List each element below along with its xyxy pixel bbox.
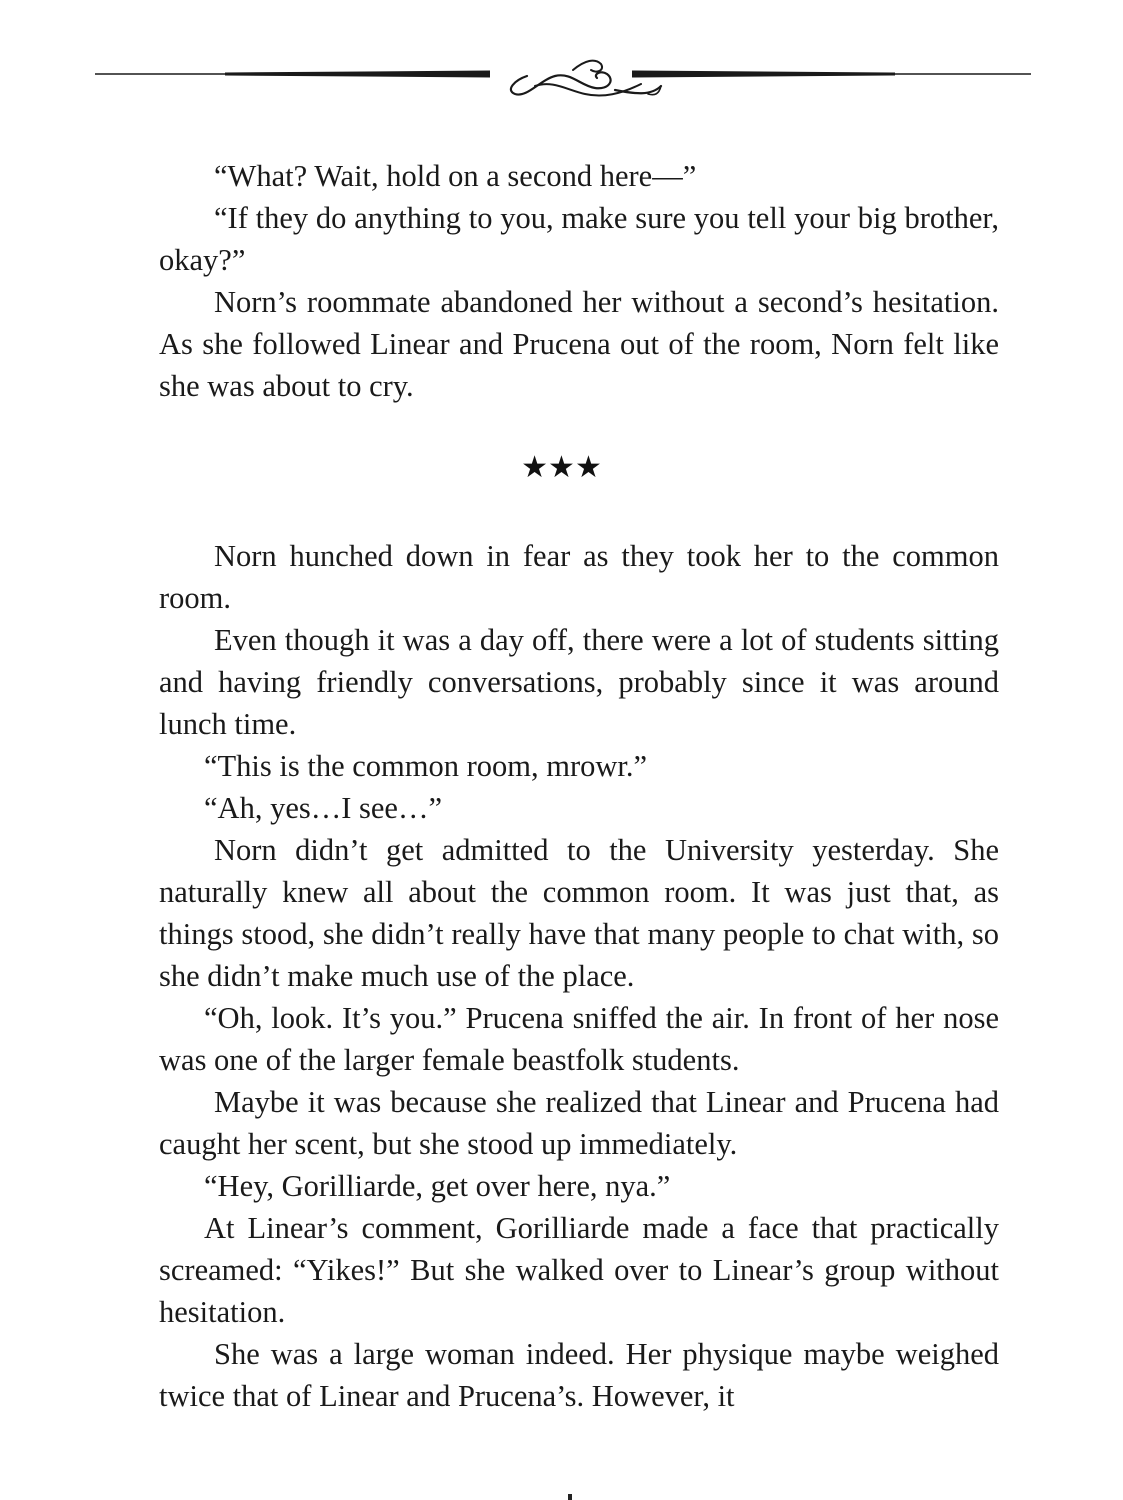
scene-break-stars: ★★★ — [521, 450, 602, 485]
paragraph: Norn’s roommate abandoned her without a second’s hesitation. As she followed Linear and Prucena out of the room, Norn felt like she was about to cry. — [159, 285, 999, 403]
paragraph: At Linear’s comment, Gorilliarde made a face that practically screamed: “Yikes!” But she walked over to Linear’s group without hesitation. — [159, 1211, 999, 1329]
paragraph: “Oh, look. It’s you.” Prucena sniffed the air. In front of her nose was one of the larger female beastfolk students. — [159, 1001, 999, 1077]
top-passage — [159, 155, 999, 407]
paragraph: Norn didn’t get admitted to the University yesterday. She naturally knew all about the common room. It was just that, as things stood, she didn’t really have that many people to chat with, so she didn’t make much use of the place. — [159, 833, 999, 993]
paragraph: “If they do anything to you, make sure you tell your big brother, okay?” — [159, 201, 999, 277]
paragraph: Even though it was a day off, there were a lot of students sitting and having friendly conversations, probably since it was around lunch time. — [159, 623, 999, 741]
paragraph: “Hey, Gorilliarde, get over here, nya.” — [204, 1169, 671, 1203]
paragraph: “This is the common room, mrowr.” — [204, 749, 648, 783]
paragraph: “Ah, yes…I see…” — [204, 791, 442, 825]
paragraph: Norn hunched down in fear as they took her to the common room. — [159, 539, 999, 615]
bottom-passage — [159, 535, 999, 1417]
paragraph: “What? Wait, hold on a second here—” — [214, 159, 697, 193]
page-number-mark — [568, 1494, 572, 1500]
paragraph: She was a large woman indeed. Her physique maybe weighed twice that of Linear and Prucena’s. However, it — [159, 1337, 999, 1413]
paragraph: Maybe it was because she realized that Linear and Prucena had caught her scent, but she stood up immediately. — [159, 1085, 999, 1161]
flourish-divider-icon — [95, 50, 1031, 110]
